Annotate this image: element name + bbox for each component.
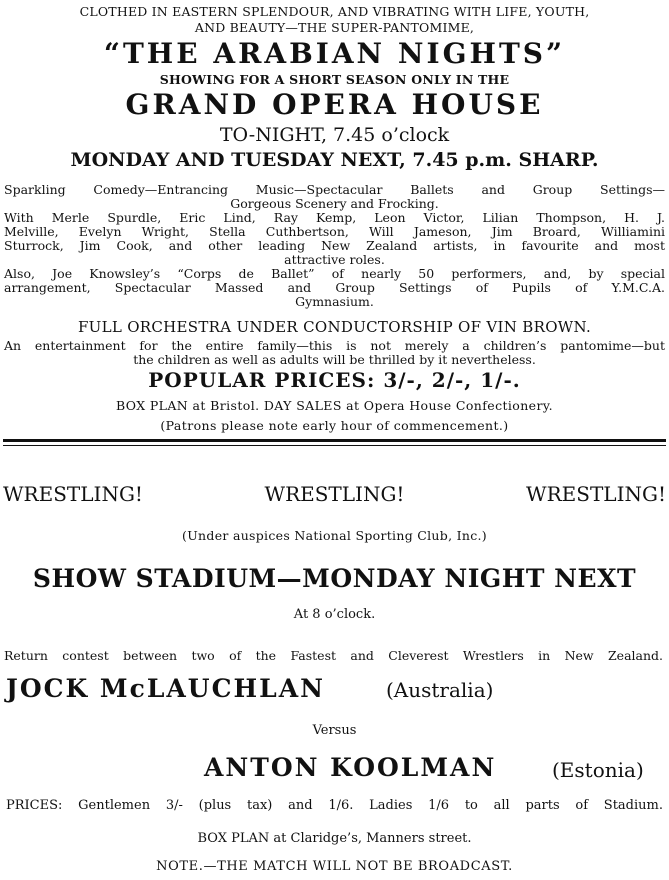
show-title: “THE ARABIAN NIGHTS” bbox=[103, 37, 566, 70]
wrestling-shout-2: WRESTLING! bbox=[264, 482, 405, 506]
wrestler-1-country: (Australia) bbox=[386, 678, 494, 702]
intro-line-2: AND BEAUTY—THE SUPER-PANTOMIME, bbox=[194, 20, 475, 35]
patrons-note: (Patrons please note early hour of commencement.) bbox=[160, 418, 509, 433]
wrestler-2-country: (Estonia) bbox=[552, 758, 644, 782]
wrestling-box-plan: BOX PLAN at Claridge’s, Manners street. bbox=[197, 831, 472, 846]
broadcast-note: NOTE.—THE MATCH WILL NOT BE BROADCAST. bbox=[156, 859, 513, 874]
auspices-line: (Under auspices National Sporting Club, Inc.) bbox=[182, 528, 487, 543]
box-plan-line: BOX PLAN at Bristol. DAY SALES at Opera House Confectionery. bbox=[115, 398, 554, 413]
separator-rule-thick bbox=[3, 439, 666, 442]
intro-line-1: CLOTHED IN EASTERN SPLENDOUR, AND VIBRATING WITH LIFE, YOUTH, bbox=[79, 4, 590, 19]
wrestling-shout-row bbox=[3, 484, 666, 504]
contest-description: Return contest between two of the Fastest and Cleverest Wrestlers in New Zealand. bbox=[4, 648, 663, 663]
wrestler-2-name: ANTON KOOLMAN bbox=[204, 753, 497, 782]
versus-line: Versus bbox=[312, 723, 357, 738]
description-line-2: Gorgeous Scenery and Frocking. bbox=[230, 196, 439, 211]
ballet-line-2: arrangement, Spectacular Massed and Group Settings of Pupils of Y.M.C.A. bbox=[4, 280, 665, 295]
popular-prices: POPULAR PRICES: 3/-, 2/-, 1/-. bbox=[148, 368, 521, 392]
description-line-1: Sparkling Comedy—Entrancing Music—Spectacular Ballets and Group Settings— bbox=[4, 182, 665, 197]
orchestra-line: FULL ORCHESTRA UNDER CONDUCTORSHIP OF VIN BROWN. bbox=[77, 318, 592, 336]
wrestling-shout-1: WRESTLING! bbox=[3, 482, 143, 506]
showing-line: SHOWING FOR A SHORT SEASON ONLY IN THE bbox=[159, 72, 510, 87]
stadium-headline: SHOW STADIUM—MONDAY NIGHT NEXT bbox=[32, 564, 637, 593]
wrestler-1-name: JOCK McLAUCHLAN bbox=[6, 674, 325, 703]
wrestling-prices: PRICES: Gentlemen 3/- (plus tax) and 1/6. Ladies 1/6 to all parts of Stadium. bbox=[6, 798, 663, 813]
ballet-line-3: Gymnasium. bbox=[295, 294, 374, 309]
wrestling-shout-3: WRESTLING! bbox=[526, 482, 666, 506]
cast-line-4: attractive roles. bbox=[284, 252, 385, 267]
venue-title: GRAND OPERA HOUSE bbox=[125, 88, 544, 121]
tonight-line: TO-NIGHT, 7.45 o’clock bbox=[219, 124, 450, 146]
cast-line-3: Sturrock, Jim Cook, and other leading New Zealand artists, in favourite and most bbox=[4, 238, 665, 253]
cast-line-2: Melville, Evelyn Wright, Stella Cuthbertson, Will Jameson, Jim Broard, Williamini bbox=[4, 224, 665, 239]
family-line-1: An entertainment for the entire family—this is not merely a children’s pantomime—but bbox=[4, 338, 665, 353]
start-time: At 8 o’clock. bbox=[293, 607, 376, 622]
separator-rule-thin bbox=[3, 445, 666, 446]
next-dates-line: MONDAY AND TUESDAY NEXT, 7.45 p.m. SHARP. bbox=[70, 149, 599, 171]
ballet-line-1: Also, Joe Knowsley’s “Corps de Ballet” of nearly 50 performers, and, by special bbox=[4, 266, 665, 281]
family-line-2: the children as well as adults will be thrilled by it nevertheless. bbox=[133, 352, 536, 367]
cast-line-1: With Merle Spurdle, Eric Lind, Ray Kemp, Leon Victor, Lilian Thompson, H. J. bbox=[4, 210, 665, 225]
